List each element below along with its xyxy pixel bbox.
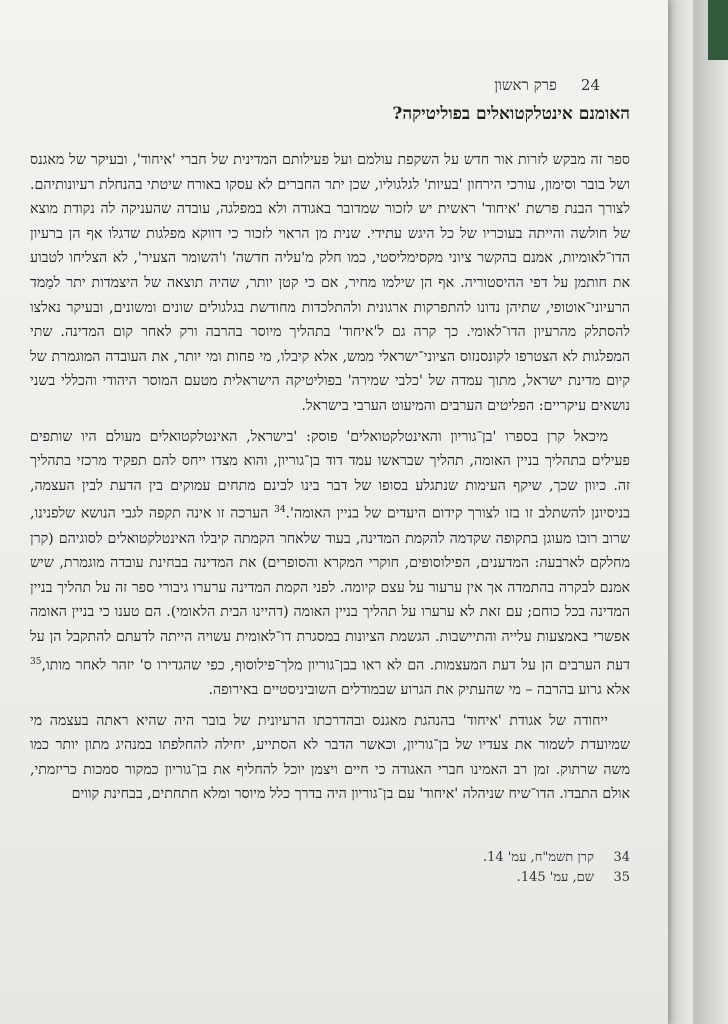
running-head	[0, 76, 600, 95]
footnote	[30, 868, 630, 888]
footnotes	[30, 848, 630, 888]
footnote-ref-34: 34	[274, 505, 286, 516]
footnote-text: קרן תשמ"ח, עמ' 14.	[482, 850, 594, 865]
body-text	[30, 148, 630, 813]
paragraph-2: מיכאל קרן בספרו 'בן־גוריון והאינטלקטואלים' פוסק: 'בישראל, האינטלקטואלים מעולם היו שותפים פעילים בתהליך בניין האומה, תהליך שבראשו עמד דוד בן־גוריון, והוא מצדו ייחס להם תפקיד מרכזי בתהליך זה. כיוון שכך, שיקף העימות שנתגלע בסופו של דבר בינו לבינם מתחים עמוקים בין הדעת לבין העצמה, בניסיונן להשתלב זו בזו לצורך קידום היעדים של בניין האומה'.$^{34}$ הערכה זו אינה תקפה לגבי הנושא שלפנינו, שרוב רובו מעוגן בתקופה שקדמה להקמת המדינה, בעוד שלאחר הקמתה קיבלו האינטלקטואלים לסוגיהם (קרן מחלקם לארבעה: המדענים, הפילוסופים, חוקרי המקרא והסופרים) את המדינה בבחינת עובדה מוגמרת, שיש אמנם לבקרה בהתמדה אך אין ערעור על עצם קיומה. לפני הקמת המדינה ערערו גיבורי ספר זה על תהליך בניין המדינה בכל כוחם; עם זאת לא ערערו על תהליך בניין האומה (דהיינו הבית הלאומי). הם טענו כי בניין האומה אפשרי באמצעות עלייה והתיישבות. הגשמת הציונות במסגרת דו־לאומית עשויה הייתה לדעתם להתקבל הן על דעת הערבים הן על דעת המעצמות. הם לא ראו בבן־גוריון מלך־פילוסוף, כפי שהגדירו ס' יזהר לאחר מותו,$^{35}$ אלא גרוע בהרבה – מי שהעתיק את הגרוע שבמודלים השוביניסטיים באירופה.	[30, 428, 630, 698]
footnote	[30, 848, 630, 868]
paragraph-3: ייחודה של אגודת 'איחוד' בהנהגת מאגנס ובהדרכתו הרעיונית של בובר היה שהיא ראתה בעצמה מי שמיועדת לשמור את צעדיו של בן־גוריון, וכאשר הדבר לא הסתייע, יחילה להחלפתו במנהיג מתון יותר כמו משה שרתוק. זמן רב האמינו חברי האגודה כי חיים ויצמן יוכל להחליף את בן־גוריון כמקור סמכות כריזמתי, אולם התבדו. הדו־שיח שניהלה 'איחוד' עם בן־גוריון היה בדרך כלל מיוסר ומלא חתחתים, בבחינת קווים	[30, 712, 630, 803]
section-heading: האומנם אינטלקטואלים בפוליטיקה?	[392, 104, 630, 124]
footnote-number: 35	[613, 870, 630, 885]
book-cover-edge	[708, 0, 728, 60]
paragraph-1: ספר זה מבקש לזרות אור חדש על השקפת עולמם ועל פעילותם המדינית של חברי 'איחוד', ובעיקר של מאגנס ושל בובר וסימון, עורכי הירחון 'בעיות' לגלגוליו, שכן יתר החברים לא עסקו באורח שיטתי בהנחלת רעיונותיהם. לצורך הבנת פרשת 'איחוד' ראשית יש לזכור שמדובר באגודה ולא במפלגה, עובדה שהעניקה לה נקודת מוצא של חולשה והייתה בעוכריו של כל היגש עתידי. שנית מן הראוי לזכור כי דווקא מפלגות שדגלו אף הן ברעיון הדו־לאומיות, אמנם בהקשר ציוני מקסימליסטי, כמו חלק מ'עליה חדשה' ו'השומר הצעיר', לא הצליחו לטבוע את חותמן על דפי ההיסטוריה. אף הן שילמו מחיר, אם כי קטן יותר, שהיה תוצאה של היצמדות יתר למַמד הרעיוני־אוטופי, שתיהן נדונו להתפרקות ארגונית ולהתלכדות מחודשת בגלגולים שונים ומשונים, ובעיקר נאלצו להסתלק מהרעיון הדו־לאומי. כך קרה גם ל'איחוד' בתהליך מיוסר בהרבה ורק לאחר קום המדינה. שתי המפלגות לא הצטרפו לקונסנזוס הציוני־ישראלי ממש, אלא קיבלו, מי פחות ומי יותר, את העובדה המוגמרת של קיום מדינת ישראל, מתוך עמדה של 'כלבי שמירה' בפוליטיקה הישראלית מטעם המוסר היהודי והכללי בשני נושאים עיקריים: הפליטים הערבים והמיעוט הערבי בישראל.	[30, 152, 630, 414]
page-number: 24	[580, 76, 600, 94]
chapter-title: פרק ראשון	[494, 76, 557, 94]
footnote-text: שם, עמ' 145.	[516, 870, 594, 885]
footnote-ref-35: 35	[30, 656, 42, 667]
footnote-number: 34	[613, 850, 630, 865]
